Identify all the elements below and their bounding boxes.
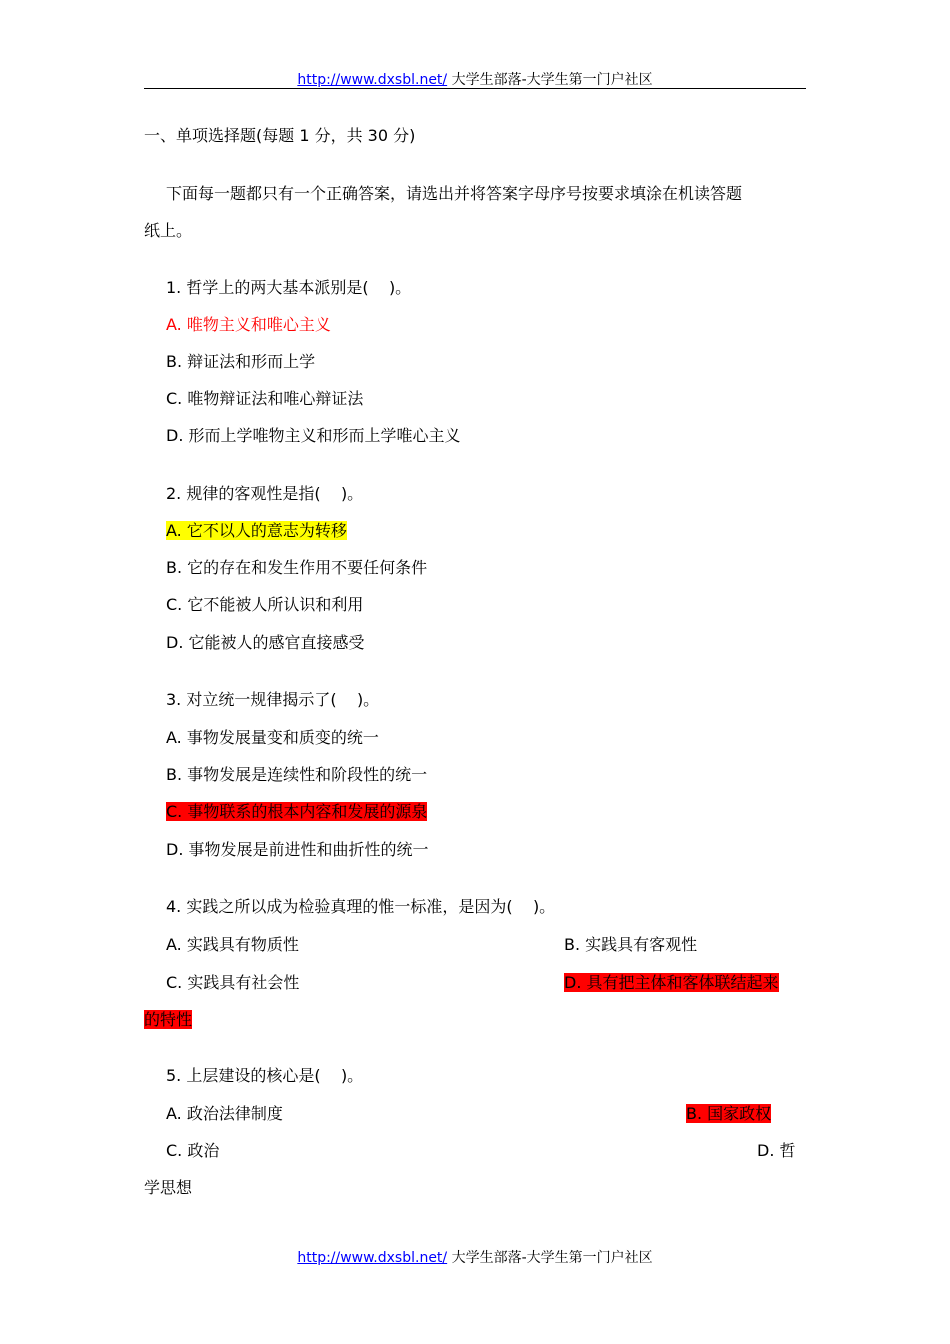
highlight-red: C. 事物联系的根本内容和发展的源泉 (166, 802, 428, 821)
question-3-option-b: B. 事物发展是连续性和阶段性的统一 (166, 765, 428, 784)
question-5-option-d: D. 哲 (757, 1141, 796, 1160)
section-title: 一、单项选择题(每题 1 分，共 30 分) (144, 126, 416, 145)
question-4-option-c: C. 实践具有社会性 (166, 973, 300, 992)
question-5-option-c: C. 政治 (166, 1141, 220, 1160)
question-1-option-d: D. 形而上学唯物主义和形而上学唯心主义 (166, 426, 461, 445)
question-5-option-a: A. 政治法律制度 (166, 1104, 283, 1123)
highlight-red: B. 国家政权 (686, 1104, 772, 1123)
footer-site-name: 大学生部落-大学生第一门户社区 (451, 1250, 653, 1266)
question-3-option-a: A. 事物发展量变和质变的统一 (166, 728, 379, 747)
header-rule (144, 88, 806, 89)
header-link[interactable]: http://www.dxsbl.net/ (297, 72, 448, 88)
page-footer (144, 1247, 806, 1267)
question-1-option-c: C. 唯物辩证法和唯心辩证法 (166, 389, 364, 408)
question-5-stem: 5. 上层建设的核心是( )。 (166, 1066, 364, 1085)
instructions-line-2: 纸上。 (144, 221, 193, 240)
question-5-option-d-continued: 学思想 (144, 1178, 193, 1197)
question-3-option-c (166, 801, 427, 823)
question-4-stem: 4. 实践之所以成为检验真理的惟一标准，是因为( )。 (166, 897, 556, 916)
question-1-option-a: A. 唯物主义和唯心主义 (166, 315, 331, 334)
question-1-stem: 1. 哲学上的两大基本派别是( )。 (166, 278, 412, 297)
question-5-option-b (686, 1103, 771, 1125)
question-2-option-d: D. 它能被人的感官直接感受 (166, 633, 365, 652)
page-header (144, 69, 806, 89)
question-2-option-c: C. 它不能被人所认识和利用 (166, 595, 364, 614)
question-3-option-d: D. 事物发展是前进性和曲折性的统一 (166, 840, 429, 859)
question-4-option-d (564, 972, 779, 994)
question-1-option-b: B. 辩证法和形而上学 (166, 352, 316, 371)
highlight-red: D. 具有把主体和客体联结起来 (564, 973, 779, 992)
highlight-red: 的特性 (144, 1010, 193, 1029)
question-2-stem: 2. 规律的客观性是指( )。 (166, 484, 364, 503)
question-4-option-d-continued (144, 1009, 192, 1031)
question-4-option-a: A. 实践具有物质性 (166, 935, 299, 954)
question-4-option-b: B. 实践具有客观性 (564, 935, 698, 954)
footer-link[interactable]: http://www.dxsbl.net/ (297, 1250, 448, 1266)
question-3-stem: 3. 对立统一规律揭示了( )。 (166, 690, 380, 709)
highlight-yellow: A. 它不以人的意志为转移 (166, 521, 347, 540)
question-2-option-a (166, 520, 347, 542)
question-2-option-b: B. 它的存在和发生作用不要任何条件 (166, 558, 428, 577)
instructions-line-1: 下面每一题都只有一个正确答案，请选出并将答案字母序号按要求填涂在机读答题 (166, 184, 743, 203)
header-site-name: 大学生部落-大学生第一门户社区 (451, 72, 653, 88)
